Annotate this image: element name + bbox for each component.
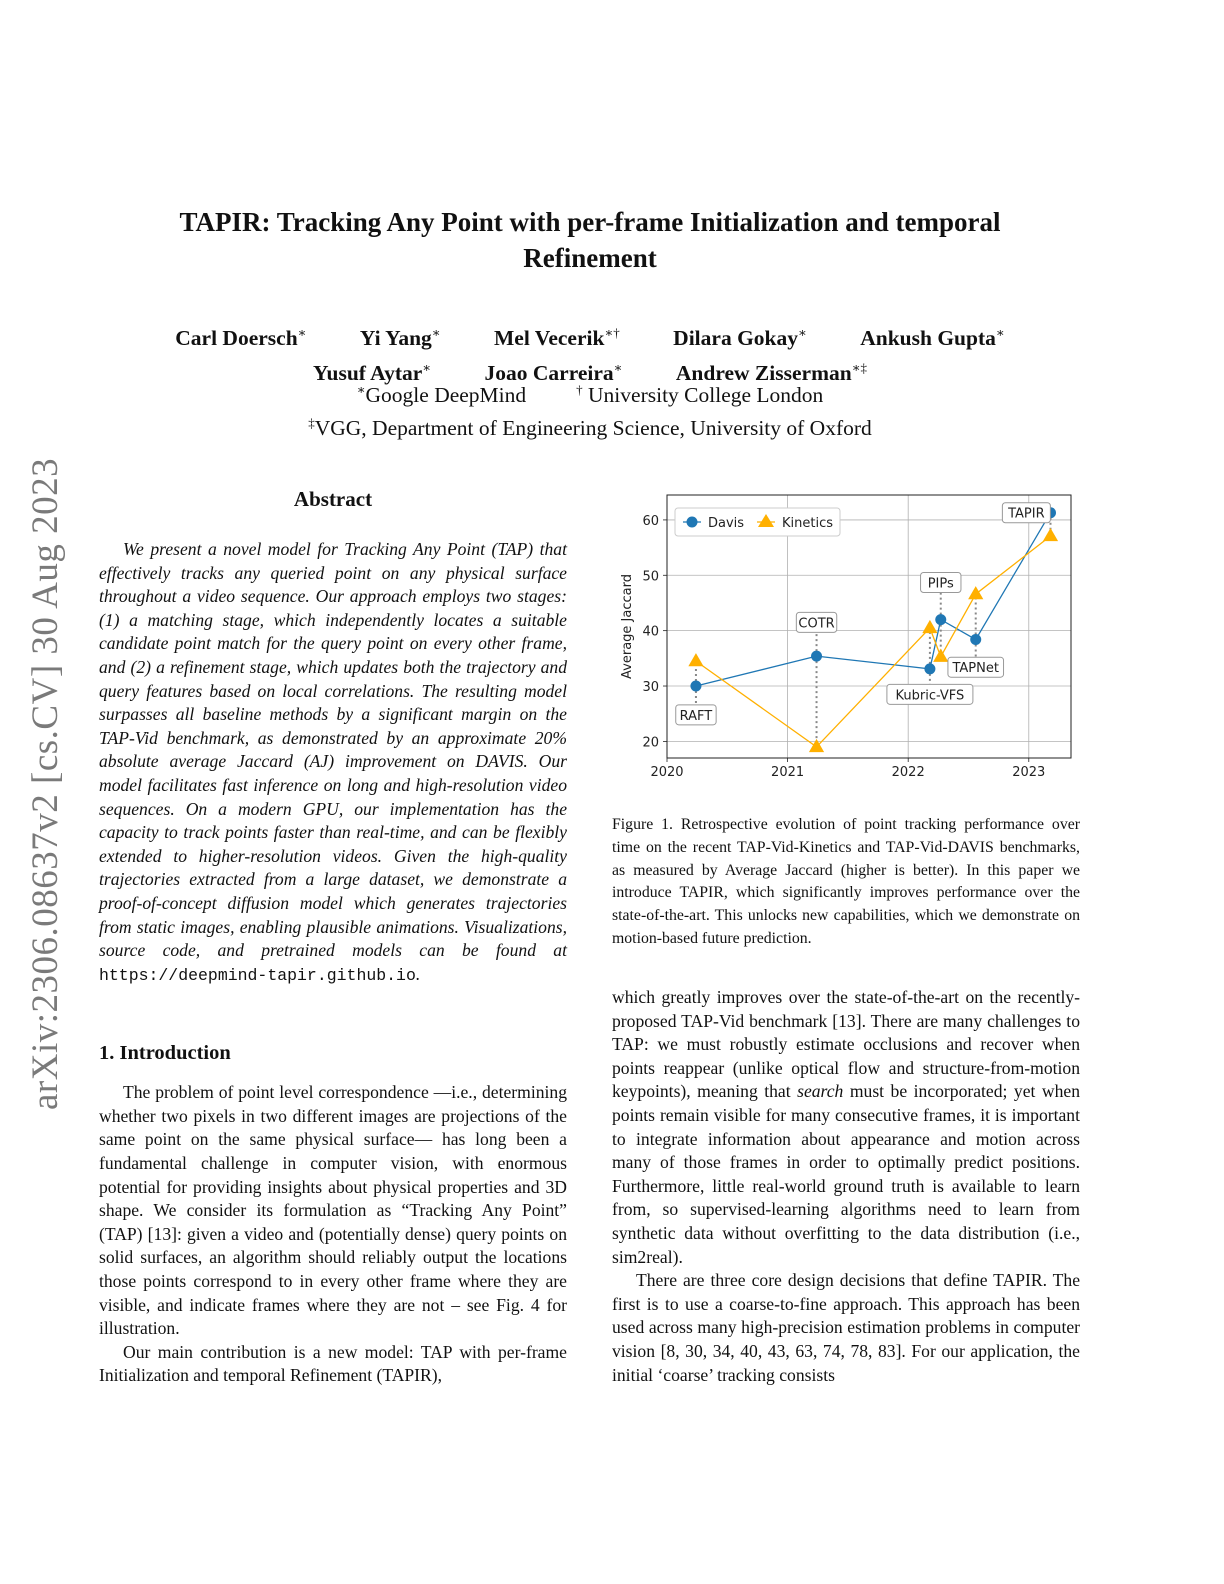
author-row-1 (100, 318, 1080, 353)
intro-paragraph-1: The problem of point level correspondence —i.e., determining whether two pixels in two different images are projections of the same point on the same physical surface— has long been a fundamental challenge in computer vision, with enormous potential for providing insights about physical properties and 3D shape. We consider its formulation as “Tracking Any Point” (TAP) [13]: given a video and (potentially dense) query points on solid surfaces, an algorithm should reliably output the locations those points correspond to in every other frame where they are visible, and indicate frames where they are not – see Fig. 4 for illustration. (99, 1082, 567, 1339)
davis-point (970, 634, 981, 645)
author: Yi Yang∗ (359, 325, 441, 351)
y-tick-label: 20 (642, 735, 659, 751)
davis-point (811, 651, 822, 662)
kinetics-point (1043, 528, 1058, 541)
kinetics-point (968, 586, 983, 599)
project-link[interactable]: https://deepmind-tapir.github.io (99, 965, 416, 985)
annotation-label: RAFT (679, 708, 713, 724)
legend-label-kinetics: Kinetics (782, 516, 834, 531)
affiliations (100, 376, 1080, 442)
series-line-kinetics (696, 536, 1051, 747)
x-tick-label: 2023 (1012, 765, 1046, 780)
y-tick-label: 50 (642, 569, 659, 585)
x-tick-label: 2020 (650, 765, 684, 780)
author: Mel Vecerik∗† (494, 325, 620, 351)
left-column (99, 484, 567, 1388)
legend-marker-davis (687, 517, 698, 528)
x-tick-label: 2022 (891, 765, 925, 780)
davis-point (935, 614, 946, 625)
right-column-text (612, 986, 1080, 1387)
affiliation-row-2: ‡VGG, Department of Engineering Science, University of Oxford (308, 415, 872, 441)
kinetics-point (933, 649, 948, 662)
annotation-label: TAPIR (1008, 506, 1045, 522)
author: Ankush Gupta∗ (860, 325, 1005, 351)
arxiv-stamp: arXiv:2306.08637v2 [cs.CV] 30 Aug 2023 (25, 457, 66, 1110)
author: Andrew Zisserman∗‡ (675, 360, 868, 386)
author: Carl Doersch∗ (175, 325, 307, 351)
author: Joao Carreira∗ (484, 360, 623, 386)
intro-paragraph-2: Our main contribution is a new model: TAP with per-frame Initialization and temporal Refinement (TAPIR), (99, 1341, 567, 1386)
y-tick-label: 40 (642, 624, 659, 640)
y-tick-label: 30 (642, 680, 659, 696)
annotation-label: PIPs (927, 576, 954, 592)
kinetics-point (688, 653, 703, 666)
davis-point (690, 681, 701, 692)
affiliation-row-1: ∗Google DeepMind † University College London (356, 382, 824, 408)
affiliation-oxford: VGG, Department of Engineering Science, University of Oxford (314, 416, 872, 441)
annotation-label: TAPNet (952, 661, 999, 677)
kinetics-point (922, 620, 937, 633)
x-tick-label: 2021 (771, 765, 805, 780)
chart-svg (612, 484, 1080, 784)
annotation-label: COTR (798, 616, 835, 632)
abstract-heading: Abstract (293, 487, 373, 511)
intro-heading: 1. Introduction (99, 1042, 231, 1065)
title-line-2: Refinement (523, 243, 657, 273)
intro-paragraph-4: There are three core design decisions that define TAPIR. The first is to use a coarse-to-fine approach. This approach has been used across many high-precision estimation problems in computer vision [8, 30, 34, 40, 43, 63, 74, 78, 83]. For our application, the initial ‘coarse’ tracking consists (612, 1270, 1080, 1385)
y-axis-label: Average Jaccard (620, 574, 635, 679)
intro-paragraph-3: which greatly improves over the state-of-the-art on the recently-proposed TAP-Vid benchmark [13]. There are many challenges to TAP: we must robustly estimate occlusions and recover when points reappear (unlike optical flow and structure-from-motion keypoints), meaning that search must be incorporated; yet when points remain visible for many consecutive frames, it is important to integrate information about appearance and motion across many of those frames in order to optimally predict positions. Furthermore, little real-world ground truth is available to learn from, so supervised-learning algorithms need to learn from synthetic data without overfitting to the data distribution (i.e., sim2real). (612, 987, 1080, 1267)
affiliation-ucl: University College London (582, 383, 824, 408)
annotation-label: Kubric-VFS (895, 688, 965, 704)
title-line-1: TAPIR: Tracking Any Point with per-frame Initialization and temporal (179, 207, 1001, 237)
abstract-text: We present a novel model for Tracking Any Point (TAP) that effectively tracks any queried point on any physical surface throughout a video sequence. Our approach employs two stages: (1) a matching stage, which independently locates a suitable candidate point match for the query point on every other frame, and (2) a refinement stage, which updates both the trajectory and query features based on local correlations. The resulting model surpasses all baseline methods by a significant margin on the TAP-Vid benchmark, as demonstrated by an approximate 20% absolute average Jaccard (AJ) improvement on DAVIS. Our model facilitates fast inference on long and high-resolution video sequences. On a modern GPU, our implementation has the capacity to track points faster than real-time, and can be flexibly extended to higher-resolution videos. Given the high-quality trajectories extracted from a large dataset, we demonstrate a proof-of-concept diffusion model which generates trajectories from static images, enabling plausible animations. Visualizations, source code, and pretrained models can be found at https://deepmind-tapir.github.io. (99, 539, 567, 985)
author: Dilara Gokay∗ (673, 325, 807, 351)
legend-label-davis: Davis (708, 516, 745, 531)
affiliation-google: Google DeepMind (365, 383, 527, 408)
davis-point (924, 663, 935, 674)
paper-title (100, 204, 1080, 276)
figure-1-caption: Figure 1. Retrospective evolution of point tracking performance over time on the recent TAP-Vid-Kinetics and TAP-Vid-DAVIS benchmarks, as measured by Average Jaccard (higher is better). In this paper we introduce TAPIR, which significantly improves performance over the state-of-the-art. This unlocks new capabilities, which we demonstrate on motion-based future prediction. (612, 816, 1080, 947)
figure-1-chart (612, 484, 1080, 784)
author: Yusuf Aytar∗ (312, 360, 432, 386)
y-tick-label: 60 (642, 513, 659, 529)
